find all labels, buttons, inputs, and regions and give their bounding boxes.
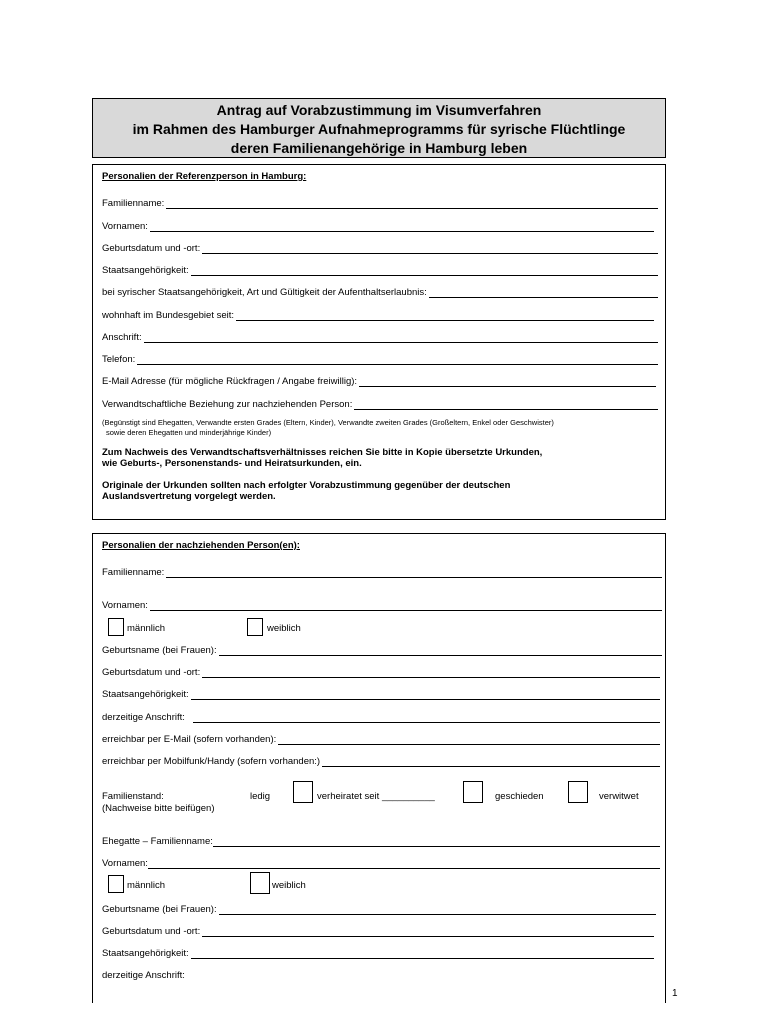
ref-vornamen-line[interactable] <box>150 223 654 232</box>
title-line-2: im Rahmen des Hamburger Aufnahmeprogramms für syrische Flüchtlinge <box>132 121 626 137</box>
ref-staatsangehoerigkeit-line[interactable] <box>191 267 658 276</box>
weiblich-checkbox[interactable] <box>247 618 263 636</box>
page-number: 1 <box>672 988 678 999</box>
ref-wohnhaft-seit-field[interactable]: wohnhaft im Bundesgebiet seit: <box>102 310 654 321</box>
verheiratet-checkbox[interactable] <box>463 781 483 803</box>
ref-geburtsdatum-line[interactable] <box>202 245 658 254</box>
form-title <box>92 98 666 158</box>
nach-geburtsdatum-line[interactable] <box>202 669 660 678</box>
nach-vornamen-line[interactable] <box>150 602 662 611</box>
weiblich-label: weiblich <box>267 623 301 634</box>
ref-telefon-field[interactable]: Telefon: <box>102 354 658 365</box>
nach-anschrift-line[interactable] <box>193 714 660 723</box>
nachweise-label: (Nachweise bitte beifügen) <box>102 803 215 814</box>
ehegatte-maennlich-checkbox[interactable] <box>108 875 124 893</box>
maennlich-checkbox[interactable] <box>108 618 124 636</box>
ref-familienname-field[interactable]: Familienname: <box>102 198 658 209</box>
nach-familienname-field[interactable]: Familienname: <box>102 567 662 578</box>
nach-staatsangehoerigkeit-line[interactable] <box>191 691 660 700</box>
ehegatte-weiblich-label: weiblich <box>272 880 306 891</box>
nach-geburtsdatum-field[interactable]: Geburtsdatum und -ort: <box>102 667 660 678</box>
nach-staatsangehoerigkeit-field[interactable]: Staatsangehörigkeit: <box>102 689 660 700</box>
nachziehende-section <box>92 533 666 1003</box>
referenzperson-section <box>92 164 666 520</box>
ehegatte-familienname-field[interactable]: Ehegatte – Familienname: <box>102 836 660 847</box>
ref-verwandtschaft-line[interactable] <box>354 401 658 410</box>
ref-familienname-line[interactable] <box>166 200 658 209</box>
ref-telefon-line[interactable] <box>137 356 658 365</box>
geschieden-label: geschieden <box>495 791 544 802</box>
beguenstigt-note: (Begünstigt sind Ehegatten, Verwandte ersten Grades (Eltern, Kinder), Verwandte zweiten Grades (Großeltern, Enkel oder Geschwister) sowie deren Ehegatten und minderjährige Kinder) <box>102 418 554 437</box>
nach-vornamen-field[interactable]: Vornamen: <box>102 600 662 611</box>
nach-mobilfunk-line[interactable] <box>322 758 660 767</box>
ref-aufenthaltserlaubnis-field[interactable]: bei syrischer Staatsangehörigkeit, Art und Gültigkeit der Aufenthaltserlaubnis: <box>102 287 658 298</box>
nach-anschrift-field[interactable]: derzeitige Anschrift: <box>102 712 660 723</box>
ref-vornamen-field[interactable]: Vornamen: <box>102 221 654 232</box>
originale-hinweis: Originale der Urkunden sollten nach erfolgter Vorabzustimmung gegenüber der deutschen Auslandsvertretung vorgelegt werden. <box>102 480 511 502</box>
ehegatte-geburtsdatum-field[interactable]: Geburtsdatum und -ort: <box>102 926 654 937</box>
ledig-checkbox[interactable] <box>293 781 313 803</box>
familienstand-label: Familienstand: <box>102 791 164 802</box>
ehegatte-geburtsname-field[interactable]: Geburtsname (bei Frauen): <box>102 904 656 915</box>
verwitwet-label: verwitwet <box>599 791 639 802</box>
section2-header: Personalien der nachziehenden Person(en): <box>102 540 300 551</box>
ehegatte-staatsangehoerigkeit-field[interactable]: Staatsangehörigkeit: <box>102 948 654 959</box>
ref-staatsangehoerigkeit-field[interactable]: Staatsangehörigkeit: <box>102 265 658 276</box>
nachweis-hinweis: Zum Nachweis des Verwandtschaftsverhältnisses reichen Sie bitte in Kopie übersetzte Urkunden, wie Geburts-, Personenstands- und Heiratsurkunden, ein. <box>102 447 543 469</box>
ehegatte-weiblich-checkbox[interactable] <box>250 872 270 894</box>
ref-anschrift-line[interactable] <box>144 334 658 343</box>
nach-geburtsname-line[interactable] <box>219 647 662 656</box>
ref-anschrift-field[interactable]: Anschrift: <box>102 332 658 343</box>
ehegatte-geburtsname-line[interactable] <box>219 906 656 915</box>
nach-familienname-line[interactable] <box>166 569 662 578</box>
section1-header: Personalien der Referenzperson in Hamburg: <box>102 171 307 182</box>
ref-geburtsdatum-field[interactable]: Geburtsdatum und -ort: <box>102 243 658 254</box>
ehegatte-familienname-line[interactable] <box>213 838 660 847</box>
ref-email-field[interactable]: E-Mail Adresse (für mögliche Rückfragen / Angabe freiwillig): <box>102 376 656 387</box>
ehegatte-geburtsdatum-line[interactable] <box>202 928 654 937</box>
title-line-1: Antrag auf Vorabzustimmung im Visumverfahren <box>216 102 542 118</box>
ref-email-line[interactable] <box>359 378 656 387</box>
geschieden-checkbox[interactable] <box>568 781 588 803</box>
nach-email-line[interactable] <box>278 736 660 745</box>
ehegatte-vornamen-line[interactable] <box>148 860 660 869</box>
ehegatte-staatsangehoerigkeit-line[interactable] <box>191 950 654 959</box>
nach-email-field[interactable]: erreichbar per E-Mail (sofern vorhanden): <box>102 734 660 745</box>
ehegatte-vornamen-field[interactable]: Vornamen: <box>102 858 660 869</box>
ref-verwandtschaft-field[interactable]: Verwandtschaftliche Beziehung zur nachziehenden Person: <box>102 399 658 410</box>
ref-aufenthaltserlaubnis-line[interactable] <box>429 289 658 298</box>
nach-mobilfunk-field[interactable]: erreichbar per Mobilfunk/Handy (sofern vorhanden:) <box>102 756 660 767</box>
ledig-label: ledig <box>250 791 271 802</box>
title-line-3: deren Familienangehörige in Hamburg leben <box>230 140 528 156</box>
ehegatte-maennlich-label: männlich <box>127 880 166 891</box>
maennlich-label: männlich <box>127 623 166 634</box>
ehegatte-anschrift-label: derzeitige Anschrift: <box>102 970 185 981</box>
ref-wohnhaft-seit-line[interactable] <box>236 312 654 321</box>
verheiratet-label: verheiratet seit __________ <box>317 791 435 802</box>
nach-geburtsname-field[interactable]: Geburtsname (bei Frauen): <box>102 645 662 656</box>
